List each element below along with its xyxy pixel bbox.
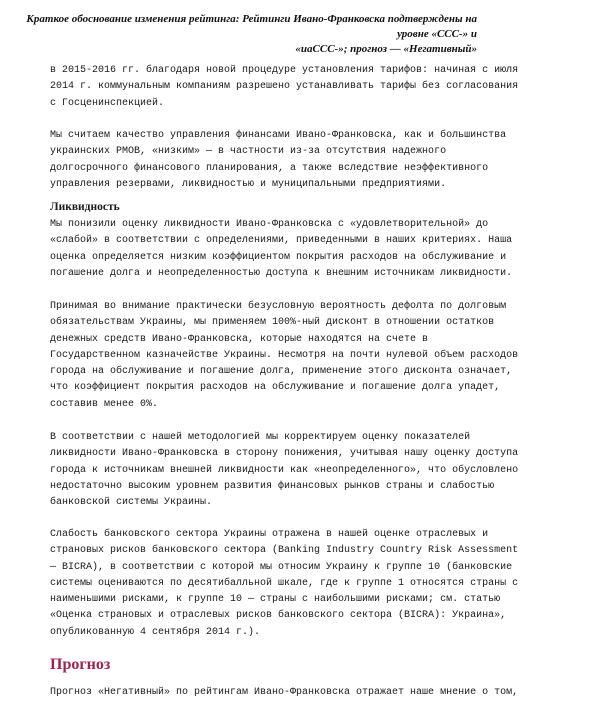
text-line: недостаточно высоким уровнем развития финансовых рынков страны и слабостью — [50, 480, 495, 492]
paragraph — [50, 685, 518, 701]
text-line: денежных средств Ивано-Франковска, которые находятся на счете в — [50, 333, 429, 345]
text-line: города на обслуживание и погашение долга, применение этого дисконта означает, — [50, 366, 513, 378]
text-line: с Госценинспекцией. — [50, 97, 165, 109]
section-heading-outlook: Прогноз — [50, 656, 111, 673]
text-line: ликвидности Ивано-Франковска в сторону понижения, учитывая нашу оценку доступа — [50, 448, 519, 460]
text-line: долгосрочного финансового планирования, а также вследствие неэффективного — [50, 162, 489, 174]
paragraph — [50, 217, 512, 282]
running-header-line: Краткое обоснование изменения рейтинга: Рейтинги Ивано-Франковска подтверждены на уровне «ССС-» и — [26, 13, 477, 40]
paragraph — [50, 527, 518, 641]
text-line: страновых рисков банковского сектора (Banking Industry Country Risk Assessment — [50, 545, 519, 557]
text-line: наименьшими рисками, к группе 10 — страны с наибольшими рисками; см. статью — [50, 594, 501, 606]
text-line: Слабость банковского сектора Украины отражена в нашей оценке отраслевых и — [50, 529, 489, 540]
text-line: украинских РМОВ, «низким» — в частности из-за отсутствия надежного — [50, 146, 447, 158]
paragraph — [50, 430, 518, 511]
paragraph — [50, 63, 518, 112]
text-line: — BICRA), в соответствии с которой мы относим Украину к группе 10 (банковские — [50, 561, 513, 573]
paragraph — [50, 299, 518, 413]
text-line: города к источникам внешней ликвидности как «неопределенного», что обусловлено — [50, 464, 519, 476]
text-line: опубликованную 4 сентября 2014 г.). — [50, 626, 261, 638]
text-line: Государственном казначействе Украины. Несмотря на почти нулевой объем расходов — [50, 349, 519, 361]
text-line: «Оценка страновых и отраслевых рисков банковского сектора (BICRA): Украина», — [50, 610, 507, 622]
section-heading-liquidity: Ликвидность — [50, 201, 120, 213]
running-header-line: «uaCCC-»; прогноз — «Негативный» — [295, 43, 477, 55]
text-line: обязательствам Украины, мы применяем 100%-ный дисконт в отношении остатков — [50, 317, 495, 329]
text-line: 2014 г. коммунальным компаниям разрешено устанавливать тарифы без согласования — [50, 81, 519, 93]
text-line: Принимая во внимание практически безусловную вероятность дефолта по долговым — [50, 301, 507, 312]
text-line: оценка определяется низким коэффициентом покрытия расходов на обслуживание и — [50, 251, 507, 263]
text-line: составив менее 0%. — [50, 398, 159, 410]
text-line: погашение долга и неопределенностью доступа к внешним источникам ликвидности. — [50, 267, 513, 279]
text-line: В соответствии с нашей методологией мы корректируем оценку показателей — [50, 432, 471, 443]
text-line: управления резервами, ликвидностью и муниципальными предприятиями. — [50, 178, 447, 190]
text-line: «слабой» в соответствии с определениями, приведенными в наших критериях. Наша — [50, 235, 513, 247]
text-line: в 2015-2016 гг. благодаря новой процедуре установления тарифов: начиная с июля — [50, 65, 519, 76]
paragraph — [50, 128, 506, 193]
text-line: Мы понизили оценку ликвидности Ивано-Франковска с «удовлетворительной» до — [50, 219, 489, 230]
text-line: Мы считаем качество управления финансами Ивано-Франковска, как и большинства — [50, 130, 507, 141]
text-line: что коэффициент покрытия расходов на обслуживание и погашение долга упадет, — [50, 382, 501, 394]
running-header — [0, 12, 477, 57]
text-line: Прогноз «Негативный» по рейтингам Ивано-Франковска отражает наше мнение о том, — [50, 687, 519, 698]
text-line: системы оцениваются по десятибалльной шкале, где к группе 1 относятся страны с — [50, 577, 519, 589]
text-line: банковской системы Украины. — [50, 497, 213, 509]
